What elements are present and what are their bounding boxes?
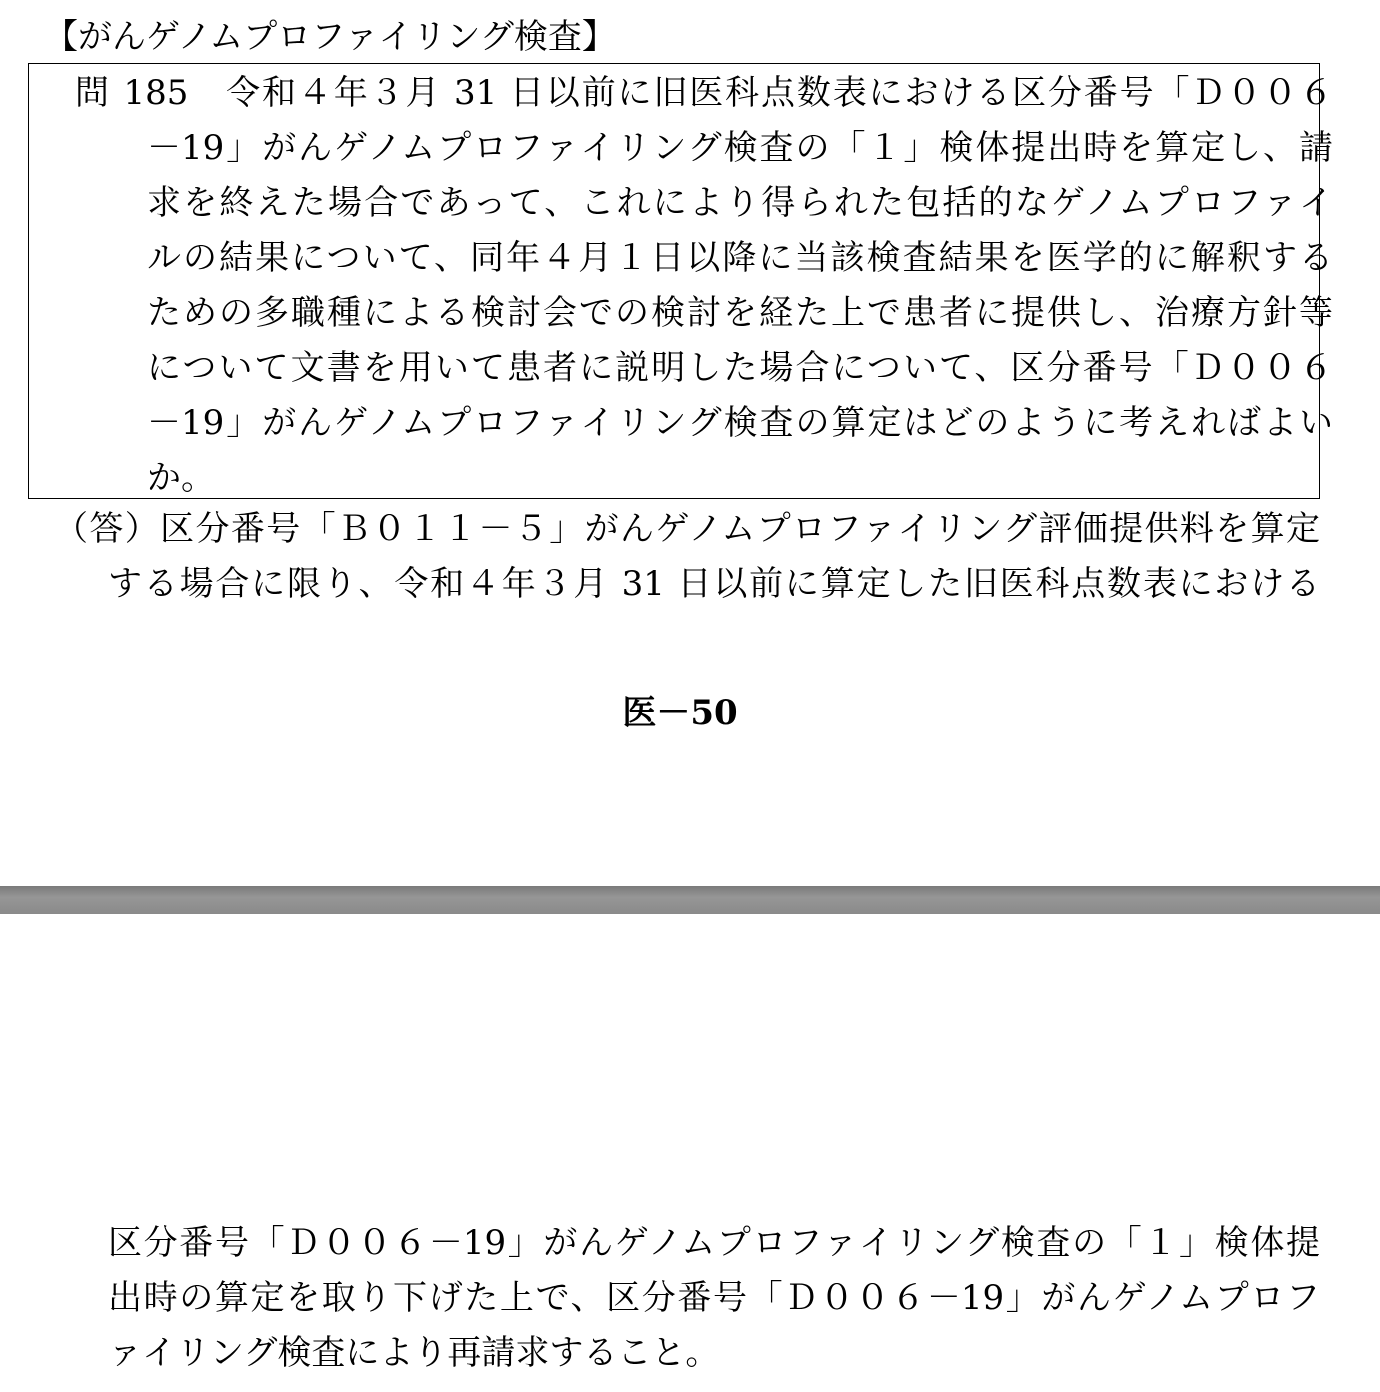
question-line: 問 185 令和４年３月 31 日以前に旧医科点数表における区分番号「Ｄ００６ <box>75 73 1333 113</box>
answer-line: する場合に限り、令和４年３月 31 日以前に算定した旧医科点数表における <box>108 564 1320 604</box>
question-line: か。 <box>147 458 215 498</box>
section-heading: 【がんゲノムプロファイリング検査】 <box>44 17 616 57</box>
continuation-line: 区分番号「Ｄ００６－19」がんゲノムプロファイリング検査の「１」検体提 <box>108 1223 1320 1263</box>
page-number: 医－50 <box>622 693 738 733</box>
question-line: －19」がんゲノムプロファイリング検査の「１」検体提出時を算定し、請 <box>147 128 1333 168</box>
answer-line: （答）区分番号「Ｂ０１１－５」がんゲノムプロファイリング評価提供料を算定 <box>54 509 1320 549</box>
continuation-line: 出時の算定を取り下げた上で、区分番号「Ｄ００６－19」がんゲノムプロフ <box>108 1278 1320 1318</box>
page-divider <box>0 886 1380 914</box>
question-box <box>28 63 1333 499</box>
question-line: ルの結果について、同年４月１日以降に当該検査結果を医学的に解釈する <box>147 238 1333 278</box>
question-line: ための多職種による検討会での検討を経た上で患者に提供し、治療方針等 <box>147 293 1333 333</box>
question-line: について文書を用いて患者に説明した場合について、区分番号「Ｄ００６ <box>147 348 1333 388</box>
continuation-line: ァイリング検査により再請求すること。 <box>108 1333 720 1373</box>
question-line: 求を終えた場合であって、これにより得られた包括的なゲノムプロファイ <box>147 183 1333 223</box>
question-line: －19」がんゲノムプロファイリング検査の算定はどのように考えればよい <box>147 403 1333 443</box>
